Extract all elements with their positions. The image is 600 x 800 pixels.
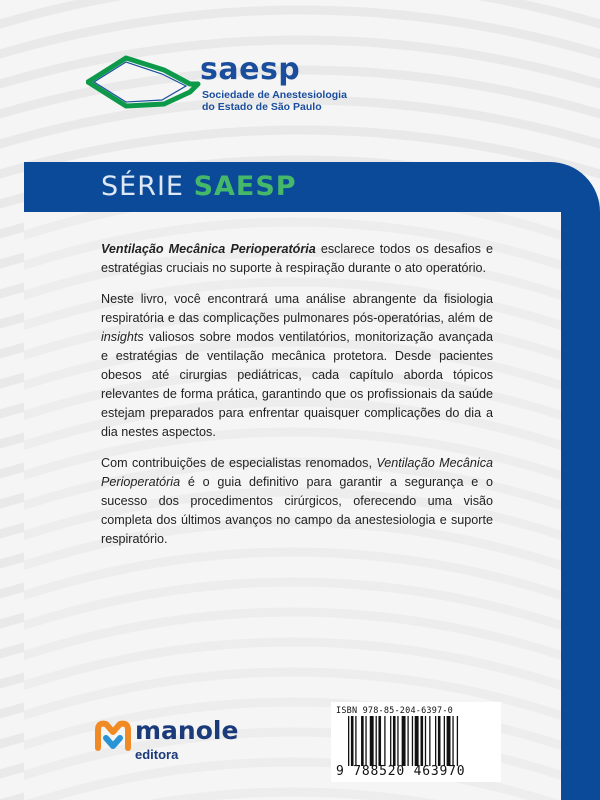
barcode-digits: 9 788520 463970 [336, 764, 466, 779]
p3-b: é o guia definitivo para garantir a segurança e o sucesso dos procedimentos cirúrgicos, oferecendo uma visão completa dos últimos avanços no campo da anestesiologia e suporte respiratório. [101, 475, 493, 546]
editora-label: editora [135, 747, 179, 762]
isbn-label: ISBN 978-85-204-6397-0 [336, 706, 453, 716]
p1-rest: esclarece todos os desafios e estratégias cruciais no suporte à respiração durante o ato operatório. [101, 242, 493, 275]
back-cover-text [101, 240, 493, 561]
book-title-emphasis: Ventilação Mecânica Perioperatória [101, 242, 316, 256]
p2-a: Neste livro, você encontrará uma análise abrangente da fisiologia respiratória e das complicações pulmonares pós-operatórias, além de [101, 292, 493, 325]
paragraph-3 [101, 454, 493, 549]
saesp-subtitle-line2: do Estado de São Paulo [202, 101, 322, 113]
saesp-subtitle [202, 89, 347, 113]
barcode-bars [348, 716, 496, 766]
series-prefix: SÉRIE [101, 171, 184, 202]
p2-b: valiosos sobre modos ventilatórios, monitorização avançada e estratégias de ventilação mecânica protetora. Desde pacientes obesos até cirurgias pediátricas, cada capítulo aborda tópicos relevantes de forma prática, garantindo que os profissionais da saúde estejam preparados para enfrentar quaisquer complicações do dia a dia nestes aspectos. [101, 330, 493, 439]
paragraph-1 [101, 240, 493, 278]
manole-wordmark: manole [135, 716, 239, 745]
paragraph-2 [101, 290, 493, 442]
manole-logo-icon [94, 718, 132, 752]
saesp-subtitle-line1: Sociedade de Anestesiologia [202, 89, 347, 101]
p2-insights: insights [101, 330, 144, 344]
p3-a: Com contribuições de especialistas renomados, [101, 456, 377, 470]
series-name: SAESP [193, 171, 297, 202]
saesp-wordmark: saesp [200, 52, 301, 87]
p3-title: Ventilação Mecânica Perioperatória [101, 456, 493, 489]
series-title [101, 171, 297, 202]
